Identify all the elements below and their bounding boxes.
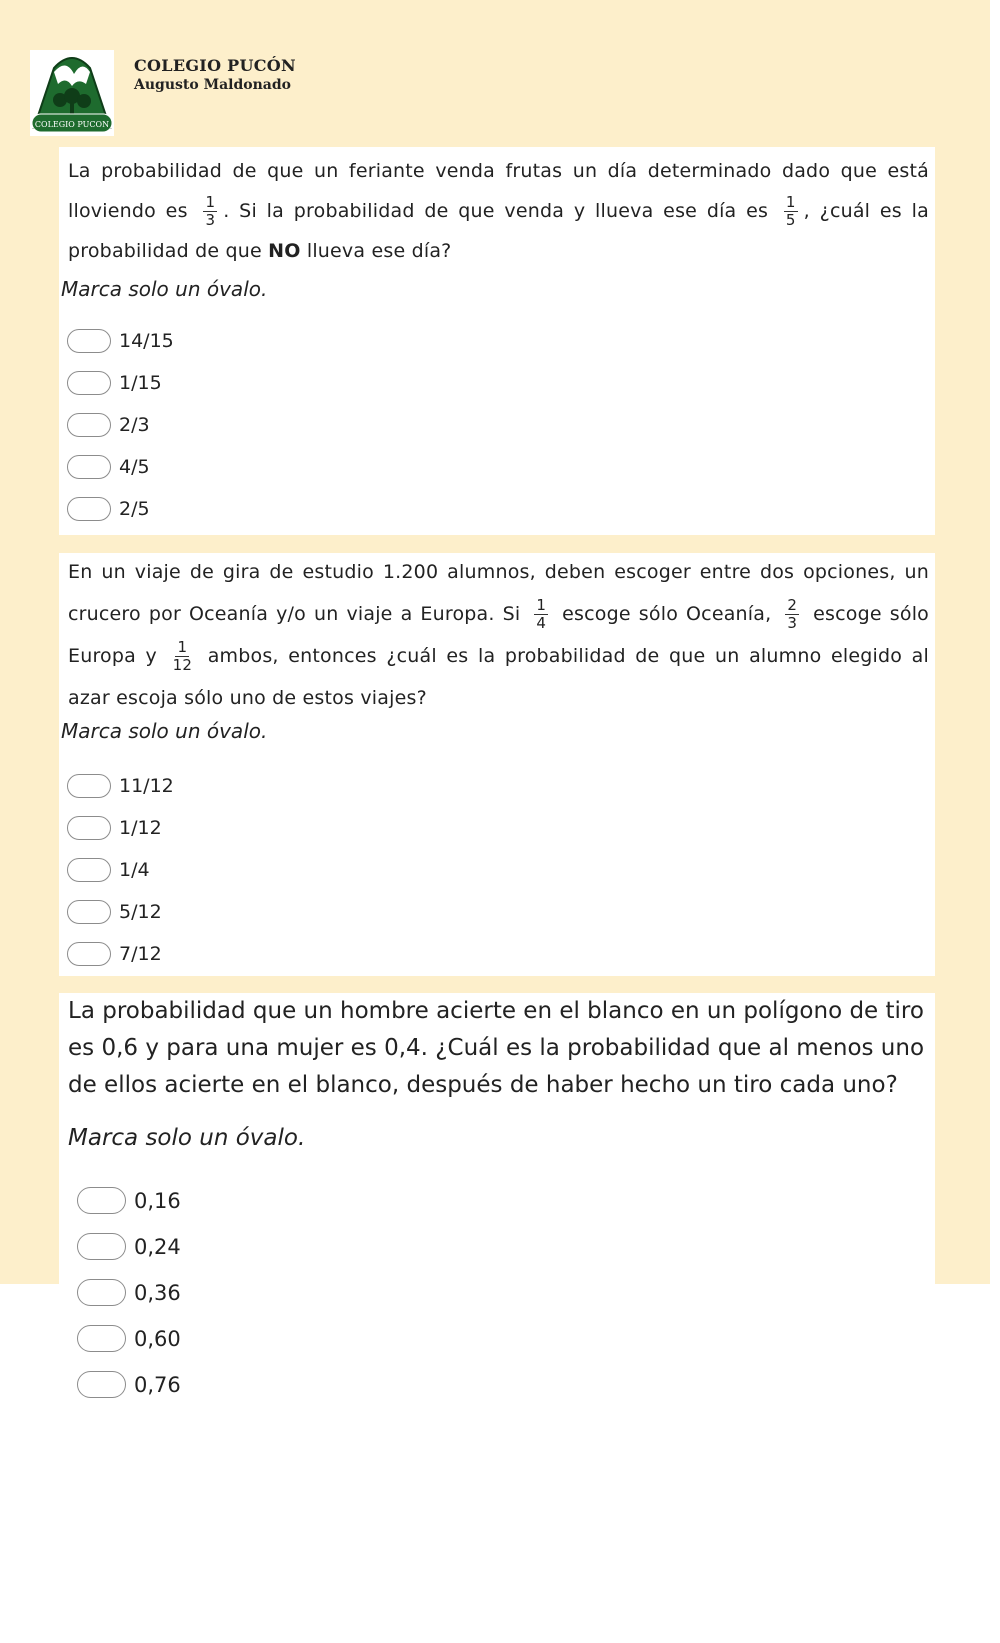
option-label: 11/12	[119, 775, 174, 797]
q2-frac2-num: 2	[787, 596, 798, 614]
question-card-2	[59, 553, 935, 976]
option-label: 7/12	[119, 943, 162, 965]
q3-option-2[interactable]	[77, 1233, 181, 1260]
q1-text-a: La probabilidad de que un feriante venda frutas un día determinado dado que está lloviendo es	[68, 160, 929, 222]
q2-option-4[interactable]	[67, 900, 162, 924]
option-label: 0,76	[134, 1372, 181, 1397]
option-label: 1/12	[119, 817, 162, 839]
q2-text-c: escoge sólo Europa y	[68, 603, 929, 667]
school-header	[30, 50, 630, 140]
q2-text-d: ambos, entonces ¿cuál es la probabilidad de que un alumno elegido al azar escoja sólo uno de estos viajes?	[68, 645, 929, 709]
q2-option-3[interactable]	[67, 858, 150, 882]
question-1-instruction: Marca solo un óvalo.	[61, 277, 268, 301]
option-label: 0,36	[134, 1280, 181, 1305]
question-3-text: La probabilidad que un hombre acierte en el blanco en un polígono de tiro es 0,6 y para una mujer es 0,4. ¿Cuál es la probabilidad que al menos uno de ellos acierte en el blanco, después de haber hecho un tiro cada uno?	[68, 998, 925, 1098]
question-card-1	[59, 147, 935, 535]
q2-frac3-num: 1	[177, 638, 188, 656]
radio-oval[interactable]	[67, 942, 111, 966]
question-3-instruction: Marca solo un óvalo.	[68, 1125, 306, 1151]
school-title-block	[134, 56, 296, 93]
q1-text-c: , ¿cuál es la probabilidad de que	[68, 200, 929, 262]
radio-oval[interactable]	[77, 1371, 126, 1398]
option-label: 1/4	[119, 859, 150, 881]
q2-frac3-den: 12	[172, 656, 193, 674]
question-2-text	[68, 551, 929, 719]
radio-oval[interactable]	[67, 455, 111, 479]
q1-option-1[interactable]	[67, 329, 174, 353]
radio-oval[interactable]	[67, 329, 111, 353]
q1-option-3[interactable]	[67, 413, 150, 437]
radio-oval[interactable]	[67, 371, 111, 395]
option-label: 2/3	[119, 414, 150, 436]
q2-option-1[interactable]	[67, 774, 174, 798]
radio-oval[interactable]	[67, 774, 111, 798]
q2-fraction-2	[785, 597, 799, 632]
q1-option-5[interactable]	[67, 497, 150, 521]
option-label: 0,16	[134, 1188, 181, 1213]
option-label: 0,60	[134, 1326, 181, 1351]
q3-option-5[interactable]	[77, 1371, 181, 1398]
radio-oval[interactable]	[67, 497, 111, 521]
q2-fraction-1	[534, 597, 548, 632]
radio-oval[interactable]	[67, 816, 111, 840]
school-logo-icon	[30, 50, 114, 136]
q1-fraction-1	[203, 194, 217, 229]
option-label: 1/15	[119, 372, 162, 394]
school-name: COLEGIO PUCÓN	[134, 56, 296, 75]
q2-frac1-den: 4	[536, 614, 547, 632]
option-label: 2/5	[119, 498, 150, 520]
q2-text-b: escoge sólo Oceanía,	[562, 603, 772, 625]
q1-bold-no: NO	[268, 240, 301, 262]
option-label: 5/12	[119, 901, 162, 923]
radio-oval[interactable]	[67, 858, 111, 882]
radio-oval[interactable]	[67, 900, 111, 924]
q3-option-1[interactable]	[77, 1187, 181, 1214]
question-card-3	[59, 993, 935, 1433]
question-2-instruction: Marca solo un óvalo.	[61, 719, 268, 743]
radio-oval[interactable]	[77, 1233, 126, 1260]
q1-text-b: . Si la probabilidad de que venda y llueva ese día es	[223, 200, 769, 222]
radio-oval[interactable]	[77, 1187, 126, 1214]
radio-oval[interactable]	[67, 413, 111, 437]
q2-frac2-den: 3	[787, 614, 798, 632]
q1-frac1-den: 3	[205, 211, 216, 229]
radio-oval[interactable]	[77, 1279, 126, 1306]
question-1-text	[68, 151, 929, 271]
option-label: 0,24	[134, 1234, 181, 1259]
q2-text-a: En un viaje de gira de estudio 1.200 alumnos, deben escoger entre dos opciones, un crucero por Oceanía y/o un viaje a Europa. Si	[68, 561, 929, 625]
q1-frac2-num: 1	[785, 193, 796, 211]
q2-frac1-num: 1	[536, 596, 547, 614]
q3-option-3[interactable]	[77, 1279, 181, 1306]
q1-text-d: llueva ese día?	[306, 240, 452, 262]
option-label: 4/5	[119, 456, 150, 478]
q1-frac1-num: 1	[205, 193, 216, 211]
school-subtitle: Augusto Maldonado	[134, 77, 291, 93]
option-label: 14/15	[119, 330, 174, 352]
q2-fraction-3	[173, 639, 193, 674]
q1-frac2-den: 5	[785, 211, 796, 229]
radio-oval[interactable]	[77, 1325, 126, 1352]
q1-option-2[interactable]	[67, 371, 162, 395]
q1-fraction-2	[784, 194, 798, 229]
q3-option-4[interactable]	[77, 1325, 181, 1352]
q2-option-5[interactable]	[67, 942, 162, 966]
q2-option-2[interactable]	[67, 816, 162, 840]
logo-text: COLEGIO PUCON	[34, 120, 110, 129]
q1-option-4[interactable]	[67, 455, 150, 479]
